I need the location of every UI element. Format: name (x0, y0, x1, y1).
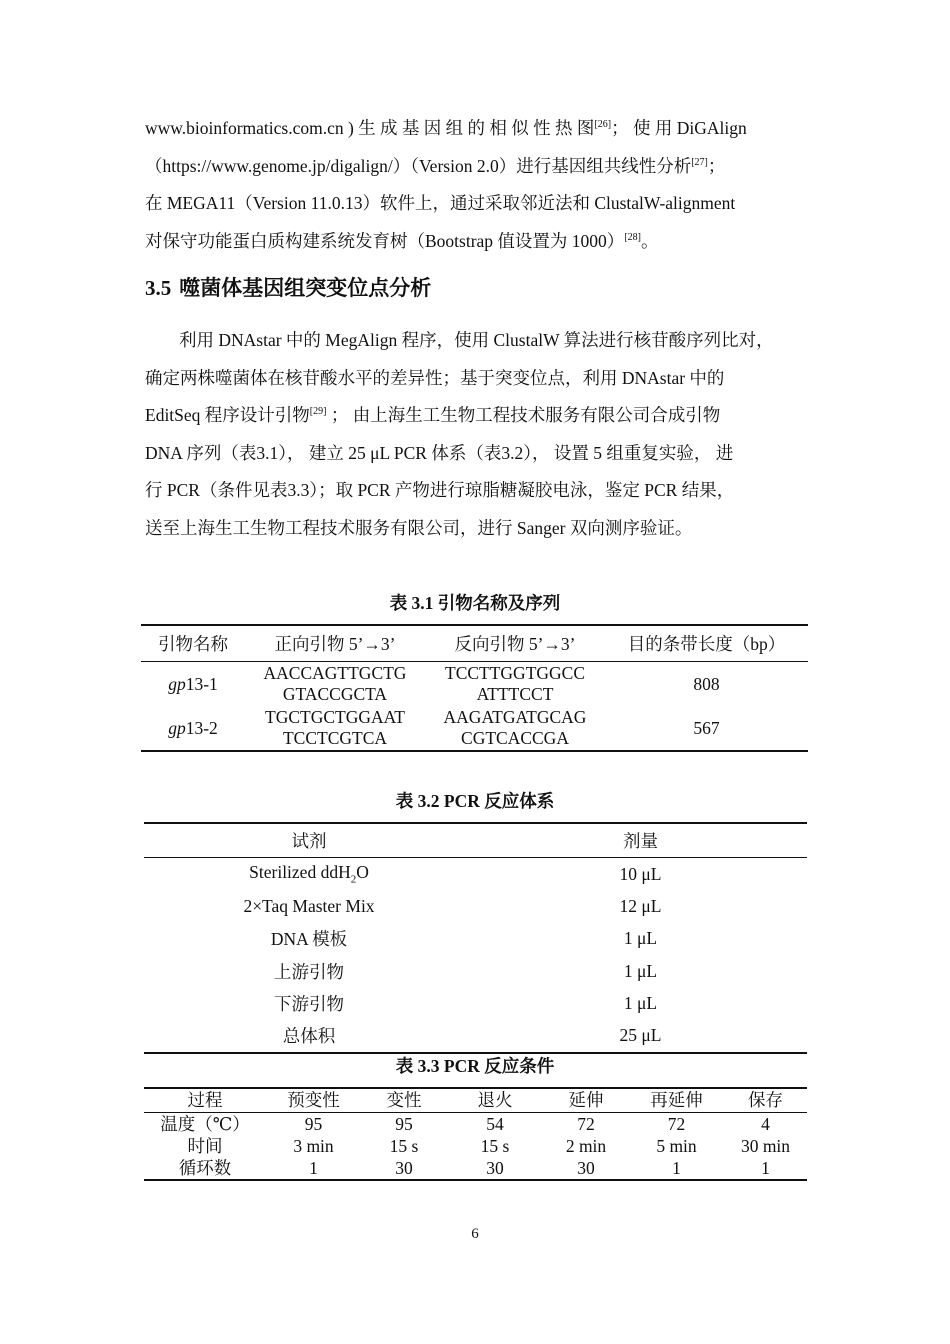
table3-caption: 表 3.3 PCR 反应条件 (395, 1056, 555, 1076)
amount: 12 μL (619, 895, 662, 916)
table3-header-hold: 保存 (724, 1088, 807, 1113)
table2-caption: 表 3.2 PCR 反应体系 (395, 791, 555, 811)
intro-line-3: 在 MEGA11（Version 11.0.13）软件上，通过采取邻近法和 ClustalW-alignment (145, 193, 736, 213)
table-cell: 72 (667, 1114, 686, 1134)
method-line-5: 行 PCR（条件见表3.3）；取 PCR 产物进行琼脂糖凝胶电泳，鉴定 PCR 结果， (145, 480, 735, 500)
method-line-2: 确定两株噬菌体在核苷酸水平的差异性；基于突变位点，利用 DNAstar 中的 (145, 367, 725, 388)
reagent: 下游引物 (274, 993, 344, 1014)
table-cell: 1 (761, 1158, 770, 1178)
forward-primer: TGCTGCTGGAAT TCCTCGTCA (265, 707, 405, 748)
table1-header-reverse: 反向引物 5’→3’ (425, 625, 605, 662)
table-row (144, 1135, 807, 1157)
reverse-primer: TCCTTGGTGGCC ATTTCCT (445, 663, 585, 704)
pcr-system-table (144, 822, 807, 1054)
table-cell: 3 min (293, 1136, 334, 1156)
citation-27[interactable]: [27] (691, 156, 708, 168)
table-cell: 15 s (389, 1136, 419, 1156)
amount: 1 μL (623, 928, 658, 949)
section-number: 3.5 (145, 276, 172, 300)
method-line-4: DNA 序列（表3.1）， 建立 25 μL PCR 体系（表3.2）， 设置 5 组重复实验， 进 (145, 442, 734, 463)
table-cell: 5 min (656, 1136, 697, 1156)
table-cell: 1 (309, 1158, 318, 1178)
citation-29[interactable]: [29] (309, 406, 327, 418)
method-paragraph (145, 322, 810, 547)
table-row (144, 1113, 807, 1136)
table-cell: 95 (395, 1114, 413, 1134)
reverse-primer: AAGATGATGCAG CGTCACCGA (443, 707, 587, 748)
table1-header-length: 目的条带长度（bp） (605, 625, 808, 662)
table-cell: 2 min (565, 1136, 607, 1156)
table2-header-reagent: 试剂 (144, 823, 474, 858)
method-line-1: 利用 DNAstar 中的 MegAlign 程序，使用 ClustalW 算法进行核苷酸序列比对， (179, 330, 774, 350)
table3-header-anneal: 退火 (447, 1088, 543, 1113)
table-row (144, 955, 807, 987)
table3-header-predenature: 预变性 (266, 1088, 361, 1113)
reagent: Sterilized ddH$_2$O (249, 862, 369, 886)
intro-line-4: 对保守功能蛋白质构建系统发育树（Bootstrap 值设置为 1000）[28]。 (145, 230, 659, 251)
table1-header-name: 引物名称 (141, 625, 245, 662)
amount: 10 μL (619, 863, 662, 884)
table-cell: 1 (672, 1158, 681, 1178)
table-cell: 30 min (740, 1136, 791, 1156)
table-row (144, 1019, 807, 1052)
reagent: 总体积 (282, 1026, 336, 1047)
pcr-conditions-table (144, 1087, 807, 1181)
table-row (144, 890, 807, 922)
table-row (144, 1157, 807, 1180)
row-label: 时间 (187, 1136, 223, 1156)
table1-caption: 表 3.1 引物名称及序列 (389, 593, 561, 613)
table-cell: 72 (577, 1114, 595, 1134)
reagent: DNA 模板 (270, 929, 348, 950)
table-row (141, 662, 808, 707)
table3-header-process: 过程 (144, 1088, 266, 1113)
section-heading (145, 272, 431, 302)
table3-header-denature: 变性 (361, 1088, 447, 1113)
table-cell: 30 (486, 1158, 504, 1178)
citation-26[interactable]: [26] (594, 119, 612, 131)
amount: 25 μL (619, 1025, 662, 1046)
row-label: 循环数 (178, 1158, 232, 1178)
method-line-3: EditSeq 程序设计引物[29] ； 由上海生工生物工程技术服务有限公司合成引物 (145, 405, 721, 425)
table-cell: 15 s (480, 1136, 510, 1156)
intro-paragraph (145, 110, 810, 260)
primer-name: gp13-2 (168, 717, 218, 738)
table-cell: 54 (486, 1114, 504, 1134)
table-cell: 30 (577, 1158, 595, 1178)
table2-header-amount: 剂量 (474, 823, 807, 858)
method-line-6: 送至上海生工生物工程技术服务有限公司，进行 Sanger 双向测序验证。 (145, 517, 693, 538)
table3-header-final-extend: 再延伸 (629, 1088, 724, 1113)
table-cell: 30 (395, 1158, 413, 1178)
primer-table (141, 624, 808, 752)
primer-name: gp13-1 (168, 673, 218, 694)
section-title: 噬菌体基因组突变位点分析 (179, 276, 432, 300)
citation-28[interactable]: [28] (624, 231, 641, 243)
page-number: 6 (471, 1226, 479, 1242)
reagent: 2×Taq Master Mix (243, 895, 375, 916)
table-row (144, 858, 807, 891)
amount: 1 μL (623, 960, 658, 981)
band-length: 567 (693, 717, 720, 738)
reagent: 上游引物 (274, 961, 344, 982)
table-row (144, 987, 807, 1019)
table1-header-forward: 正向引物 5’→3’ (245, 625, 425, 662)
amount: 1 μL (623, 992, 658, 1013)
row-label: 温度（℃） (160, 1114, 250, 1134)
table-cell: 95 (304, 1114, 323, 1134)
table-cell: 4 (761, 1114, 770, 1134)
intro-line-1: www.bioinformatics.com.cn ) 生 成 基 因 组 的 相 似 性 热 图[26]； 使 用 DiGAlign (145, 118, 747, 138)
intro-line-2: （https://www.genome.jp/digalign/）（Version 2.0）进行基因组共线性分析[27]； (145, 155, 726, 176)
band-length: 808 (693, 673, 720, 694)
forward-primer: AACCAGTTGCTG GTACCGCTA (263, 663, 407, 704)
table-row (141, 706, 808, 751)
table-row (144, 923, 807, 955)
table3-header-extend: 延伸 (543, 1088, 629, 1113)
